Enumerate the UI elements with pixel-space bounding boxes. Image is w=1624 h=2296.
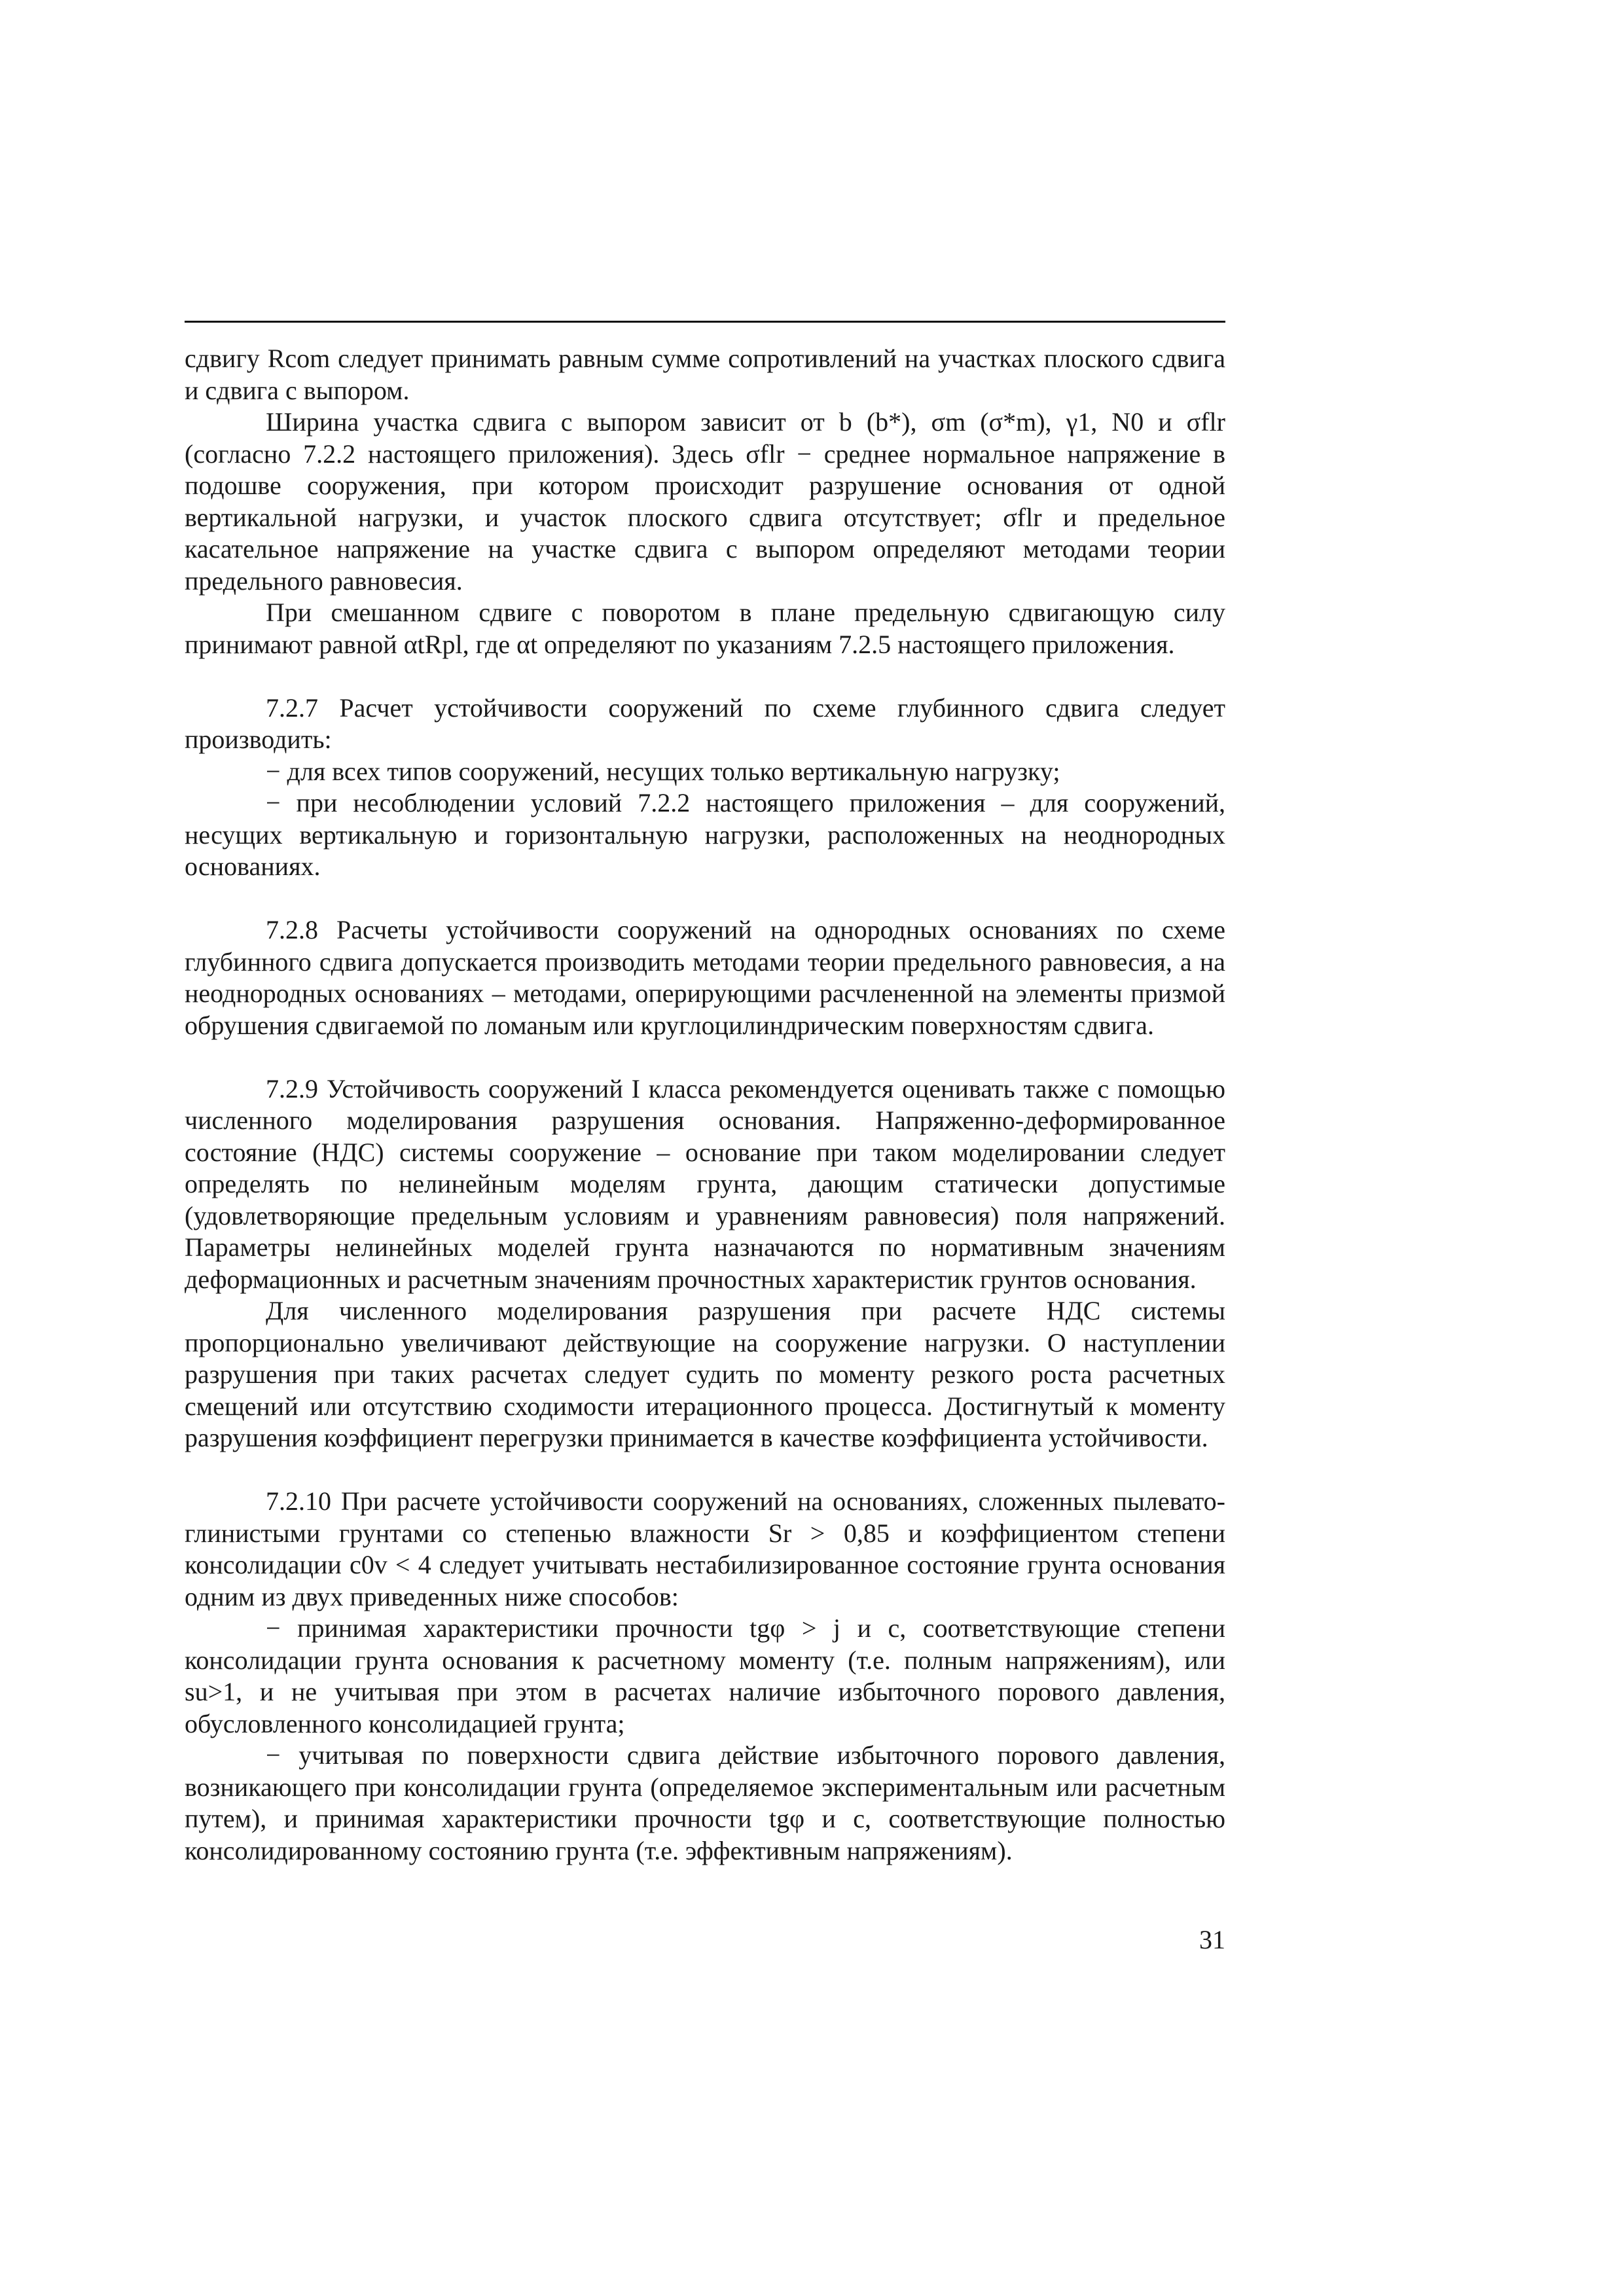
list-item: − принимая характеристики прочности tgφ > j и c, соответствующие степени консолидации грунта основания к расчетному моменту (т.е. полным напряжениям), или su>1, и не учитывая при этом в расчетах наличие избыточного порового давления, обусловленного консолидацией грунта; <box>185 1613 1225 1738</box>
section-7-2-9: 7.2.9 Устойчивость сооружений I класса рекомендуется оценивать также с помощью численного моделирования разрушения основания. Напряженно-деформированное состояние (НДС) системы сооружение – основание при таком моделировании следует определять по нелинейным моделям грунта, дающим статически допустимые (удовлетворяющие предельным условиям и уравнениям равновесия) поля напряжений. Параметры нелинейных моделей грунта назначаются по нормативным значениям деформационных и расчетным значениям прочностных характеристик грунтов основания. <box>185 1073 1225 1294</box>
page-number: 31 <box>1199 1925 1225 1954</box>
paragraph: При смешанном сдвиге с поворотом в плане предельную сдвигающую силу принимают равной αtRpl, где αt определяют по указаниям 7.2.5 настоящего приложения. <box>185 598 1225 659</box>
list-item: − для всех типов сооружений, несущих только вертикальную нагрузку; <box>266 756 1060 786</box>
body-text <box>185 343 1225 1867</box>
paragraph: Для численного моделирования разрушения при расчете НДС системы пропорционально увеличивают действующие на сооружение нагрузки. О наступлении разрушения при таких расчетах следует судить по моменту резкого роста расчетных смещений или отсутствию сходимости итерационного процесса. Достигнутый к моменту разрушения коэффициент перегрузки принимается в качестве коэффициента устойчивости. <box>185 1296 1225 1452</box>
header-rule <box>185 321 1225 323</box>
paragraph-gap <box>185 660 1225 692</box>
section-7-2-10: 7.2.10 При расчете устойчивости сооружений на основаниях, сложенных пылевато-глинистыми грунтами со степенью влажности Sr > 0,85 и коэффициентом степени консолидации c0v < 4 следует учитывать нестабилизированное состояние грунта основания одним из двух приведенных ниже способов: <box>185 1486 1225 1611</box>
paragraph-gap <box>185 883 1225 915</box>
section-7-2-8: 7.2.8 Расчеты устойчивости сооружений на однородных основаниях по схеме глубинного сдвига допускается производить методами теории предельного равновесия, а на неоднородных основаниях – методами, оперирующими расчлененной на элементы призмой обрушения сдвигаемой по ломаным или круглоцилиндрическим поверхностям сдвига. <box>185 915 1225 1040</box>
paragraph: Ширина участка сдвига с выпором зависит от b (b*), σm (σ*m), γ1, N0 и σflr (согласно 7.2.2 настоящего приложения). Здесь σflr − среднее нормальное напряжение в подошве сооружения, при котором происходит разрушение основания от одной вертикальной нагрузки, и участок плоского сдвига отсутствует; σflr и предельное касательное напряжение на участке сдвига с выпором определяют методами теории предельного равновесия. <box>185 407 1225 596</box>
paragraph-gap <box>185 1454 1225 1486</box>
list-item: − при несоблюдении условий 7.2.2 настоящего приложения – для сооружений, несущих вертикальную и горизонтальную нагрузки, расположенных на неоднородных основаниях. <box>185 788 1225 881</box>
section-7-2-7: 7.2.7 Расчет устойчивости сооружений по схеме глубинного сдвига следует производить: <box>185 692 1225 754</box>
paragraph-gap <box>185 1041 1225 1073</box>
paragraph: сдвигу Rcom следует принимать равным сумме сопротивлений на участках плоского сдвига и сдвига с выпором. <box>185 344 1225 405</box>
list-item: − учитывая по поверхности сдвига действие избыточного порового давления, возникающего при консолидации грунта (определяемое экспериментальным или расчетным путем), и принимая характеристики прочности tgφ и c, соответствующие полностью консолидированному состоянию грунта (т.е. эффективным напряжениям). <box>185 1740 1225 1865</box>
